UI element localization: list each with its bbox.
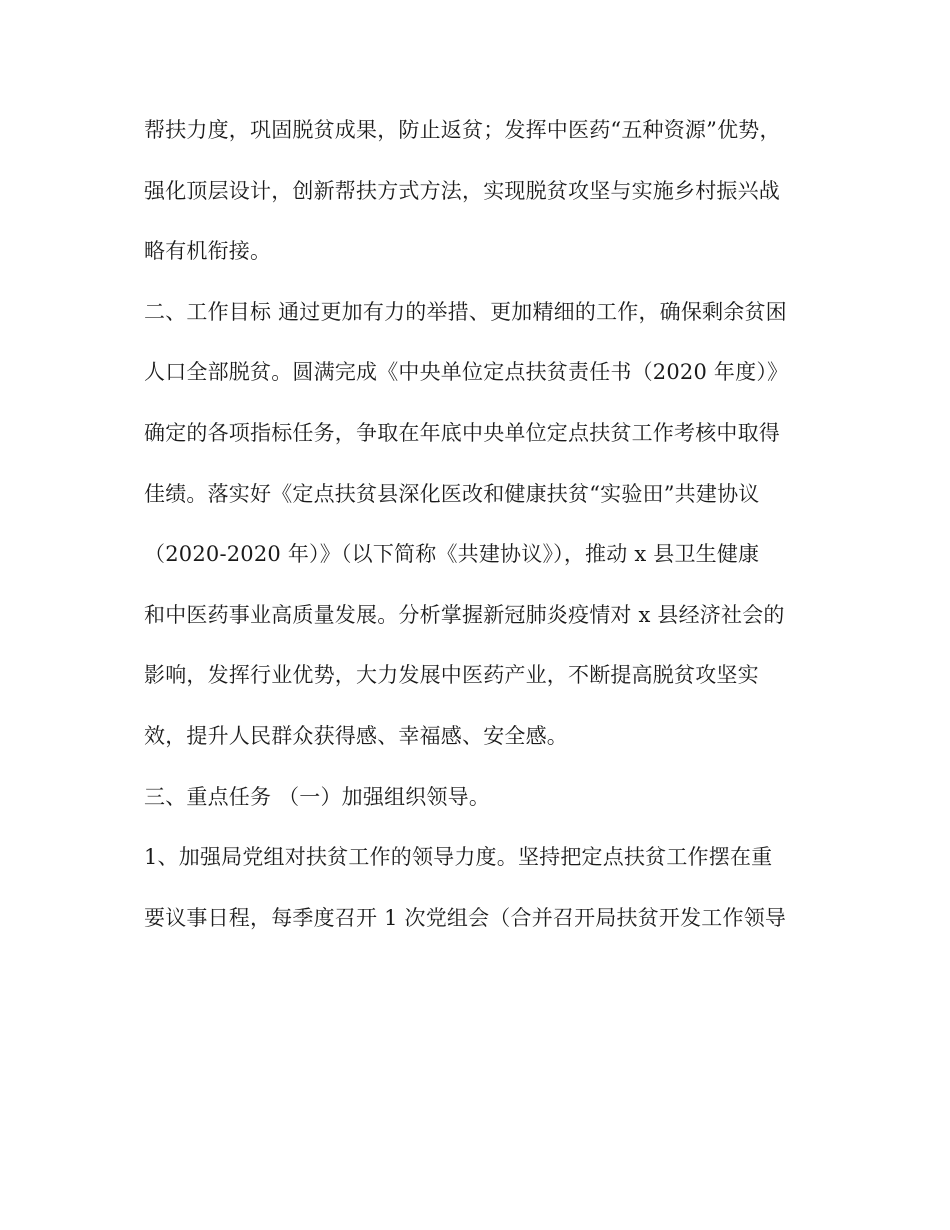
text-line: 帮扶力度，巩固脱贫成果，防止返贫；发挥中医药“五种资源”优势，	[144, 118, 781, 142]
document-body	[144, 118, 814, 966]
text-line: （2020-2020 年）》（以下简称《共建协议》），推动 x 县卫生健康	[144, 542, 760, 567]
text-line: 1、加强局党组对扶贫工作的领导力度。坚持把定点扶贫工作摆在重	[144, 845, 773, 870]
text-line: 佳绩。落实好《定点扶贫县深化医改和健康扶贫“实验田”共建协议	[144, 481, 760, 506]
text-line: 效，提升人民群众获得感、幸福感、安全感。	[144, 723, 568, 748]
text-line: 略有机衔接。	[144, 239, 272, 264]
section-heading-line: 二、工作目标 通过更加有力的举措、更加精细的工作，确保剩余贫困	[144, 299, 787, 324]
section-heading-line: 三、重点任务 （一）加强组织领导。	[144, 784, 491, 809]
text-line: 影响，发挥行业优势，大力发展中医药产业，不断提高脱贫攻坚实	[144, 663, 759, 688]
text-line: 和中医药事业高质量发展。分析掌握新冠肺炎疫情对 x 县经济社会的	[144, 602, 785, 627]
text-line: 要议事日程，每季度召开 1 次党组会（合并召开局扶贫开发工作领导	[144, 905, 787, 930]
text-line: 确定的各项指标任务，争取在年底中央单位定点扶贫工作考核中取得	[144, 420, 780, 445]
text-line: 强化顶层设计，创新帮扶方式方法，实现脱贫攻坚与实施乡村振兴战	[144, 178, 780, 203]
text-line: 人口全部脱贫。圆满完成《中央单位定点扶贫责任书（2020 年度）》	[144, 360, 789, 385]
